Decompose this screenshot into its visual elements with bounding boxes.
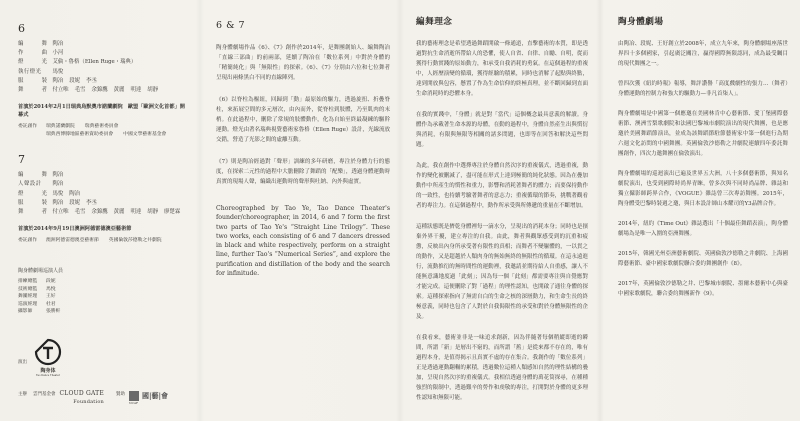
team-role: 技術總監 <box>18 286 38 292</box>
credit-names <box>52 86 190 95</box>
paragraph: 2017年，英國倫敦沙德勒之井、巴黎城市劇院、墨爾本藝術中心與臺中國家歌劇院，聯合委約舞團新作《9》。 <box>618 281 788 297</box>
commissioner: 中國文學藝術基金會 <box>123 132 167 138</box>
support-label: 贊助 <box>115 392 125 397</box>
credit-name: 付立唯 <box>52 209 69 216</box>
credit-role-char: 裝 <box>41 77 48 84</box>
commission-label: 委託創作 <box>18 238 38 244</box>
credit-name: 陶冶 <box>52 199 64 206</box>
credit-role-char: 者 <box>41 87 48 94</box>
credit-name: 陶冶 <box>69 190 81 197</box>
credit-role-char: 裝 <box>41 199 48 206</box>
paragraph: 2014年，紐約《Time Out》雜誌選出「十個最佳舞蹈表演」，陶身體劇場為是唯一入圍的亞洲舞團。 <box>618 221 788 237</box>
credit-name: 付立唯 <box>52 87 69 94</box>
credit-role-char: 服 <box>18 77 24 84</box>
credit-name: 明達 <box>130 87 142 94</box>
panel-6-and-7 <box>200 0 400 421</box>
tao-dance-theater-logo <box>33 338 63 377</box>
team-name: 張勝軒 <box>46 309 61 315</box>
credit-row <box>18 68 190 77</box>
touring-team-list <box>18 278 190 316</box>
team-role: 攝影師 <box>18 309 33 315</box>
commissioner: 瑞典藝術委員會 <box>84 124 119 130</box>
credit-names <box>52 49 190 58</box>
credit-role-char: 舞 <box>18 87 24 94</box>
commission-list <box>46 237 186 245</box>
team-member <box>18 293 190 301</box>
ncaf-name: 國|藝|會 <box>141 391 169 400</box>
team-name: 王好 <box>46 294 56 300</box>
credit-names <box>52 40 190 49</box>
credit-role-char: 曲 <box>41 50 48 57</box>
logo-name: 陶身体 <box>40 368 56 374</box>
credit-name: 李丞 <box>86 199 97 206</box>
credit-name: 毛雪 <box>74 87 86 94</box>
team-member <box>18 286 190 294</box>
paragraph: 為此，我在創作中選擇專注於身體自然次序的重複儀式，透過重複，動作的變化被刪減了，盡可能在形式上達到極簡的純化狀態。因為在疊加動作中所產生的慣性和重力，影響和消耗著舞者的體力；而要保持動作的一致性，也持續考驗著舞者的意志力；重複循環的節奏，挑戰著觀看者的專注力。在這個過程中，動作所承受與所傳遞的重量在不斷增加。 <box>416 163 588 209</box>
credit-role-char: 舞 <box>18 209 24 216</box>
ncaf-mark-icon <box>129 391 139 401</box>
paragraph: 《7》則是陶冶經過對「聲形」訓練的多年研磨，專注於身體力行的態度，在探索二元性的過程中大膽刪除了舞蹈的「配樂」，透過身體運動時真實的現場人聲，編織出運動時的聲形與吐納、內外與虛實。 <box>216 159 390 185</box>
credit-role-char: 燈 <box>18 190 24 197</box>
paragraph: 曾四次獲《紐約時報》報導，舞評讚譽「高度戲劇性的張力…（舞者）身體運動的控制力和強大的驅動力—非凡首柒人」。 <box>618 81 788 97</box>
team-member <box>18 278 190 286</box>
credit-names <box>52 180 190 189</box>
host-en-line1: CLOUD GATE <box>59 390 104 397</box>
credit-name: 胡靜 <box>147 87 159 94</box>
paragraph: 我的藝術理念是希望透過舞蹈開啟一條通道，直擊藝術的本質，即是透過對抗生命消逝所帶給人的恐懼，使人自省、自律、自勵、自明，從而獲得行動實踐的原始動力，和承受自我消耗的勇氣。在這個過程的重複中，人經歷演變的循環，獲得經驗的積累，同時也消解了起點與終點，達到開放與包容，懸置了作為生命信仰的終極真理，並不斷回歸到直面生命消耗時的恐懼本身。 <box>416 41 588 97</box>
host-name: 雲門基金會 <box>33 392 56 397</box>
credit-name: 陶冶 <box>52 77 64 84</box>
work-6-title: 6 <box>18 22 25 35</box>
credit-role <box>18 49 52 58</box>
presenter-label: 演出 <box>18 360 27 365</box>
credit-role <box>18 171 52 180</box>
credit-role-char: 光 <box>41 59 48 66</box>
credit-row <box>18 58 190 67</box>
work-7-premiere: 首演於2014年9月19日澳洲阿德雷德澳亞藝術節 <box>18 226 132 233</box>
credit-row <box>18 86 190 95</box>
team-name: 馬悅 <box>46 286 56 292</box>
credit-role <box>18 77 52 86</box>
work-7-title: 7 <box>18 153 25 167</box>
credit-role <box>18 180 52 189</box>
team-role: 巡演經理 <box>18 301 38 307</box>
credit-name: 艾倫・魯格（Ellen Ruge・瑞典） <box>52 59 137 66</box>
credit-name: 陶冶 <box>52 181 64 188</box>
credit-role-char: 編 <box>18 172 24 179</box>
credit-role <box>18 58 52 67</box>
team-name: 杜君 <box>46 301 56 307</box>
credit-row <box>18 190 190 199</box>
credit-names <box>52 77 190 86</box>
credit-row <box>18 77 190 86</box>
credit-role-char: 服 <box>18 199 24 206</box>
cloud-gate-logo <box>33 391 104 405</box>
credit-role <box>18 86 52 95</box>
credit-name: 毛雪 <box>74 209 86 216</box>
credit-role-char: 舞 <box>41 172 48 179</box>
paragraph: 在我看來，藝術並非是一味追求創新，因為伴隨著每個稍縱即逝的瞬間，所謂「新」是層出不窮的，而所謂「舊」是從來都不存在的，唯有過程本身，是值得揭示且真實不虛的存在集合。我創作的「數位系列」正是透過運動翻輾的累積，透過數位這種人類感知自然的理性結構的疊加，呈現自然次序的重複儀式。我相信透過身體的萬花筒探尋，在種種強烈的限制中，透過艱辛的勞作和虔敬的專注，打開對於身體的更多理性認知和無限可能。 <box>416 335 588 401</box>
paragraph: 陶身體劇場的巡迴演出已遍及世界五大洲，八十多個藝術節，與知名劇院演出，也受到國際時尚界青睞，曾多次與不同時尚品牌、雜誌和獨立攝影師跨界合作，《VOGUE》雜誌曾三次專訪舞團。2015年，陶身體受巴黎時裝週之邀，與日本設計師山本耀司的Y3品牌合作。 <box>618 171 788 207</box>
commission-list <box>46 123 186 139</box>
commissioner: 瑞典諾蘭劇院 <box>46 124 75 130</box>
section-title: 陶身體劇場 <box>618 17 664 27</box>
credit-role-char: 光 <box>41 190 48 197</box>
paragraph: 《6》以脊柱為樞紐，回歸到「動」最原始的驅力，透過旋扭、折疊脊柱，來拓展空間的多元層次，由內而外，從脊柱到肢體，乃至肌肉的末梢。在此過程中，刪除了常規的肢體動作，化為自始至終最凝練的驅幹運動。燈光由著名瑞典視覺藝術家魯格（Ellen Ruge）設計，光線流放交錯，營造了光影之間的虛離互動。 <box>216 97 390 143</box>
credit-role-char: 人聲設計 <box>18 181 42 188</box>
credit-name: 廖楚霖 <box>164 209 181 216</box>
credit-name: 余錦鷹 <box>91 87 108 94</box>
credit-role-char: 作 <box>18 50 24 57</box>
work-6-premiere: 首演於2014年2月1日瑞典烏默奧市諾蘭劇院 歐盟「歐洲文化首都」開幕式 <box>18 104 185 119</box>
work-7-commission <box>18 237 190 245</box>
credit-row <box>18 49 190 58</box>
credit-name: 小河 <box>52 50 64 57</box>
credit-role <box>18 199 52 208</box>
presenter-block <box>18 338 63 377</box>
credit-name: 馬悅 <box>52 190 64 197</box>
touring-team-title: 陶身體劇場巡演人員 <box>18 268 64 275</box>
credit-name: 段妮 <box>69 199 81 206</box>
paragraph: 在我的實踐中，「身體」就是對「當代」這個概念最具意義的解讀。身體作為承載著生命本源的母體，在動的過程中，身體自然產生出與慣衍與消耗，有限與無限等相關的諸多問題，也即等在回答和解決這些問題。 <box>416 112 588 148</box>
paragraph: 陶身體劇場是中國第一個應邀在美國林肯中心藝術節、愛丁堡國際藝術節、澳洲雪梨歌劇院和法國巴黎城市劇院演出的現代舞團，也是應邀於美國舞蹈節演出，並成為該舞蹈節駐節藝術家中第一個進行為期六週文化訪問的中國舞團。英國倫敦沙德勒之井劇院連續四年委託舞團創作，四次力邀舞團在倫敦演出。 <box>618 111 788 157</box>
host-en-line2: Foundation <box>73 399 104 405</box>
credit-role <box>18 208 52 217</box>
team-role: 排練總監 <box>18 279 38 285</box>
credit-names <box>52 68 190 77</box>
paragraph: 陶身體劇場作品《6》、《7》創作於2014年，是舞團創始人、編舞陶冶「直線三部曲」的前兩部，延續了陶冶在「數位系列」中對於身體的「精簡純化」與「無限性」的探索。《6》、《7》分別由六位和七位舞者呈現出兩條黑白不同的直線陣列。 <box>216 45 390 81</box>
credit-names <box>52 199 190 208</box>
team-role: 舞團經理 <box>18 294 38 300</box>
section-title: 編舞理念 <box>416 17 453 27</box>
paragraph: 由陶冶、段妮、王好創立於2008年，成立九年來，陶身體劇場座落世界四十多個國家，引起廣泛關注，贏得國際無限認同，成為最受矚目的現代舞團之一。 <box>618 41 788 67</box>
commissioner: 英國倫敦莎德勒之井劇院 <box>108 238 162 244</box>
ncaf-logo <box>129 391 168 405</box>
sponsors-block <box>18 391 168 405</box>
credit-names <box>52 58 190 67</box>
section-title: 6 & 7 <box>216 20 246 31</box>
panel-choreographic-concept <box>400 0 600 421</box>
credit-role <box>18 40 52 49</box>
credit-row <box>18 171 190 180</box>
team-name: 段妮 <box>46 279 56 285</box>
credit-names <box>52 190 190 199</box>
team-member <box>18 308 190 316</box>
credit-role-char: 舞 <box>41 41 48 47</box>
credit-role-char: 執行燈光 <box>18 68 42 75</box>
team-member <box>18 301 190 309</box>
credit-row <box>18 199 190 208</box>
logo-subtitle: Tao Dance Theater <box>36 374 60 377</box>
credit-name: 余錦鷹 <box>91 209 108 216</box>
credit-name: 明達 <box>130 209 142 216</box>
credit-row <box>18 40 190 49</box>
work-6-commission <box>18 123 190 139</box>
credit-name: 陶冶 <box>52 172 64 179</box>
english-description: Choreographed by Tao Ye, Tao Dance Theater's founder/choreographer, in 2014, 6 and 7 form the first two parts of Tao Ye's “Straight Line Trilogy”. These two works, each consisting of 6 and 7 dancers dressed in black and white respectively, perform on a straight line, further Tao's “Numerical Series”, and explore the purification and distillation of the body and the search for infinitude. <box>216 205 390 278</box>
commission-label: 委託創作 <box>18 124 38 130</box>
support-block <box>116 391 168 405</box>
credit-role-char: 燈 <box>18 59 24 66</box>
credit-name: 黃麗 <box>113 209 125 216</box>
ncaf-sub: NCAF <box>128 401 139 405</box>
work-7-credits <box>18 171 190 217</box>
panel-company-bio <box>600 0 800 421</box>
credit-names <box>52 208 190 217</box>
tao-logo-icon <box>33 338 63 366</box>
credit-name: 馬悅 <box>52 68 64 75</box>
credit-name: 黃麗 <box>113 87 125 94</box>
credit-role <box>18 68 52 77</box>
paragraph: 這種狀態既是擠乾身體裡每一滴水分，呈現出的消耗本身；同時也是擯棄外界干擾，建立專注的自我。由此，舞者與觀眾感受到的沉重和疲憊，反映出內身所承受著有限性的真相；而舞者不變軀體的，一以貫之的動作，又是超越於人類肉身的無始無終的無限性的循環。在這永遠進行，流動推衍的無時間性的運動裡，我邀請並期待給人自重感，讓人不能無意識地度過「此刻」；因為每一個「此刻」都需要專注與自覺應對才能完成。這便刪除了對「過程」的理性認知，也開啟了通往身體的探索。這種探索指向了無需自白的生命之核的深層動力，和生命生長的終極意義，同時也包含了人對於自我侷限性的承受和對於身體無限性的企及。 <box>416 224 588 320</box>
credit-role-char: 編 <box>18 41 24 47</box>
credit-name: 胡靜 <box>147 209 159 216</box>
commissioner: 瑞典西博滕地區藝術資助委員會 <box>46 132 114 138</box>
host-name-en <box>60 391 104 405</box>
credit-role-char: 者 <box>41 209 48 216</box>
credit-name: 陶冶 <box>52 41 64 47</box>
host-label: 主辦 <box>18 392 27 397</box>
paragraph: 2015年，韓國光州亞洲藝術劇院、英國倫敦沙德勒之井劇院、上海國際藝術節、臺中國家歌劇院聯合委約舞團創作《8》。 <box>618 251 788 267</box>
credit-row <box>18 208 190 217</box>
credit-name: 段妮 <box>69 77 81 84</box>
credit-role <box>18 190 52 199</box>
credit-row <box>18 180 190 189</box>
credit-names <box>52 171 190 180</box>
work-6-credits <box>18 40 190 95</box>
commissioner: 澳洲阿德雷德澳亞藝術節 <box>46 238 99 244</box>
credit-name: 李丞 <box>86 77 97 84</box>
